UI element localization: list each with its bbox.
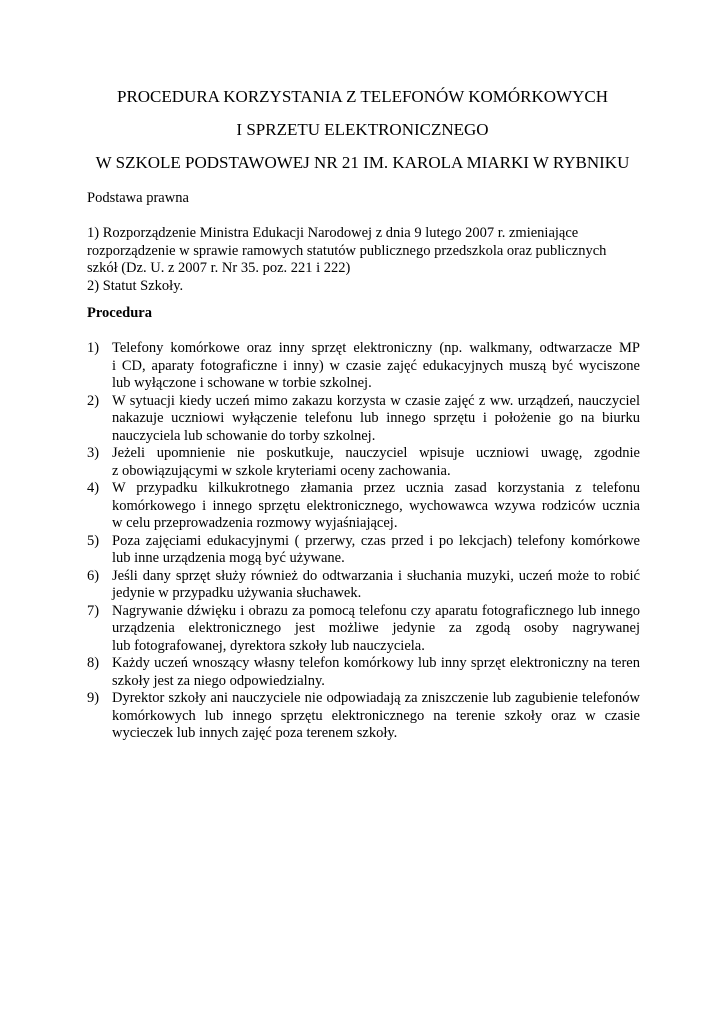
legal-basis-line: rozporządzenie w sprawie ramowych statutów publicznego przedszkola oraz publicznych <box>87 242 607 259</box>
procedure-item-line: i CD, aparaty fotograficzne i inny) w czasie zajęć edukacyjnych muszą być wyciszone <box>112 357 640 374</box>
legal-basis-block <box>87 225 647 295</box>
document-title-line-1: PROCEDURA KORZYSTANIA Z TELEFONÓW KOMÓRKOWYCH <box>116 87 609 106</box>
procedure-item-line: nakazuje uczniowi wyłączenie telefonu lub innego sprzętu i położenie go na biurku <box>112 410 640 426</box>
procedure-item <box>87 655 640 690</box>
procedure-item-line: w celu przeprowadzenia rozmowy wyjaśniającej. <box>112 515 398 531</box>
document-title-line-2: I SPRZETU ELEKTRONICZNEGO <box>236 120 489 139</box>
legal-basis-line: 2) Statut Szkoły. <box>87 277 184 294</box>
document-title-line-3: W SZKOLE PODSTAWOWEJ NR 21 IM. KAROLA MIARKI W RYBNIKU <box>95 153 630 172</box>
procedure-item-line: Dyrektor szkoły ani nauczyciele nie odpowiadają za zniszczenie lub zagubienie telefonów <box>112 690 640 706</box>
procedure-item-line: Jeśli dany sprzęt służy również do odtwarzania i słuchania muzyki, uczeń może to robić <box>112 567 640 584</box>
procedure-item-line: szkoły jest za niego odpowiedzialny. <box>112 672 325 689</box>
procedure-item <box>87 568 640 603</box>
procedure-item-number: 6) <box>87 567 100 584</box>
procedure-item-line: komórkowego i innego sprzętu elektronicznego, wychowawca wzywa rodziców ucznia <box>112 497 640 514</box>
legal-basis-heading: Podstawa prawna <box>87 190 189 206</box>
procedure-item-number: 2) <box>87 392 100 409</box>
procedure-item-line: lub inne urządzenia mogą być używane. <box>112 550 345 566</box>
procedure-item-line: lub fotografowanej, dyrektora szkoły lub nauczyciela. <box>112 637 425 654</box>
procedure-item-line: Każdy uczeń wnoszący własny telefon komórkowy lub inny sprzęt elektroniczny na teren <box>112 655 640 671</box>
procedure-item-line: W przypadku kilkukrotnego złamania przez ucznia zasad korzystania z telefonu <box>112 480 640 496</box>
procedure-item-line: nauczyciela lub schowanie do torby szkolnej. <box>112 427 376 444</box>
procedure-item <box>87 393 640 446</box>
procedure-item <box>87 603 640 656</box>
procedure-item <box>87 480 640 533</box>
procedure-item-line: jedynie w przypadku używania słuchawek. <box>112 585 362 601</box>
procedure-item-number: 8) <box>87 655 100 671</box>
legal-basis-line: szkół (Dz. U. z 2007 r. Nr 35. poz. 221 i 222) <box>87 260 351 276</box>
procedure-item-number: 5) <box>87 532 100 549</box>
procedure-item-line: urządzenia elektronicznego jest możliwe jedynie za zgodą osoby nagrywanej <box>112 620 640 636</box>
procedure-item-line: W sytuacji kiedy uczeń mimo zakazu korzysta w czasie zajęć z ww. urządzeń, nauczyciel <box>112 392 640 409</box>
procedure-item-line: Poza zajęciami edukacyjnymi ( przerwy, czas przed i po lekcjach) telefony komórkowe <box>112 532 640 549</box>
procedure-item-number: 9) <box>87 690 100 706</box>
procedure-item-number: 3) <box>87 445 100 461</box>
procedure-item-number: 4) <box>87 480 100 496</box>
legal-basis-line: 1) Rozporządzenie Ministra Edukacji Narodowej z dnia 9 lutego 2007 r. zmieniające <box>87 225 579 241</box>
procedure-item-line: Telefony komórkowe oraz inny sprzęt elektroniczny (np. walkmany, odtwarzacze MP <box>112 340 640 356</box>
procedure-item-line: lub wyłączone i schowane w torbie szkolnej. <box>112 375 372 391</box>
procedure-item-line: komórkowych lub innego sprzętu elektronicznego na terenie szkoły oraz w czasie <box>112 707 640 724</box>
procedure-item-line: Nagrywanie dźwięku i obrazu za pomocą telefonu czy aparatu fotograficznego lub innego <box>112 602 640 619</box>
procedure-item-number: 1) <box>87 340 100 356</box>
procedure-item-line: wycieczek lub innych zajęć poza terenem szkoły. <box>112 725 398 741</box>
procedure-item <box>87 340 640 393</box>
procedure-item-line: Jeżeli upomnienie nie poskutkuje, nauczyciel wpisuje uczniowi uwagę, zgodnie <box>112 445 640 461</box>
procedure-heading: Procedura <box>87 305 152 321</box>
procedure-list <box>87 340 640 743</box>
procedure-item <box>87 445 640 480</box>
procedure-item-line: z obowiązującymi w szkole kryteriami oceny zachowania. <box>112 462 451 479</box>
procedure-item <box>87 533 640 568</box>
procedure-item <box>87 690 640 743</box>
procedure-item-number: 7) <box>87 602 100 619</box>
